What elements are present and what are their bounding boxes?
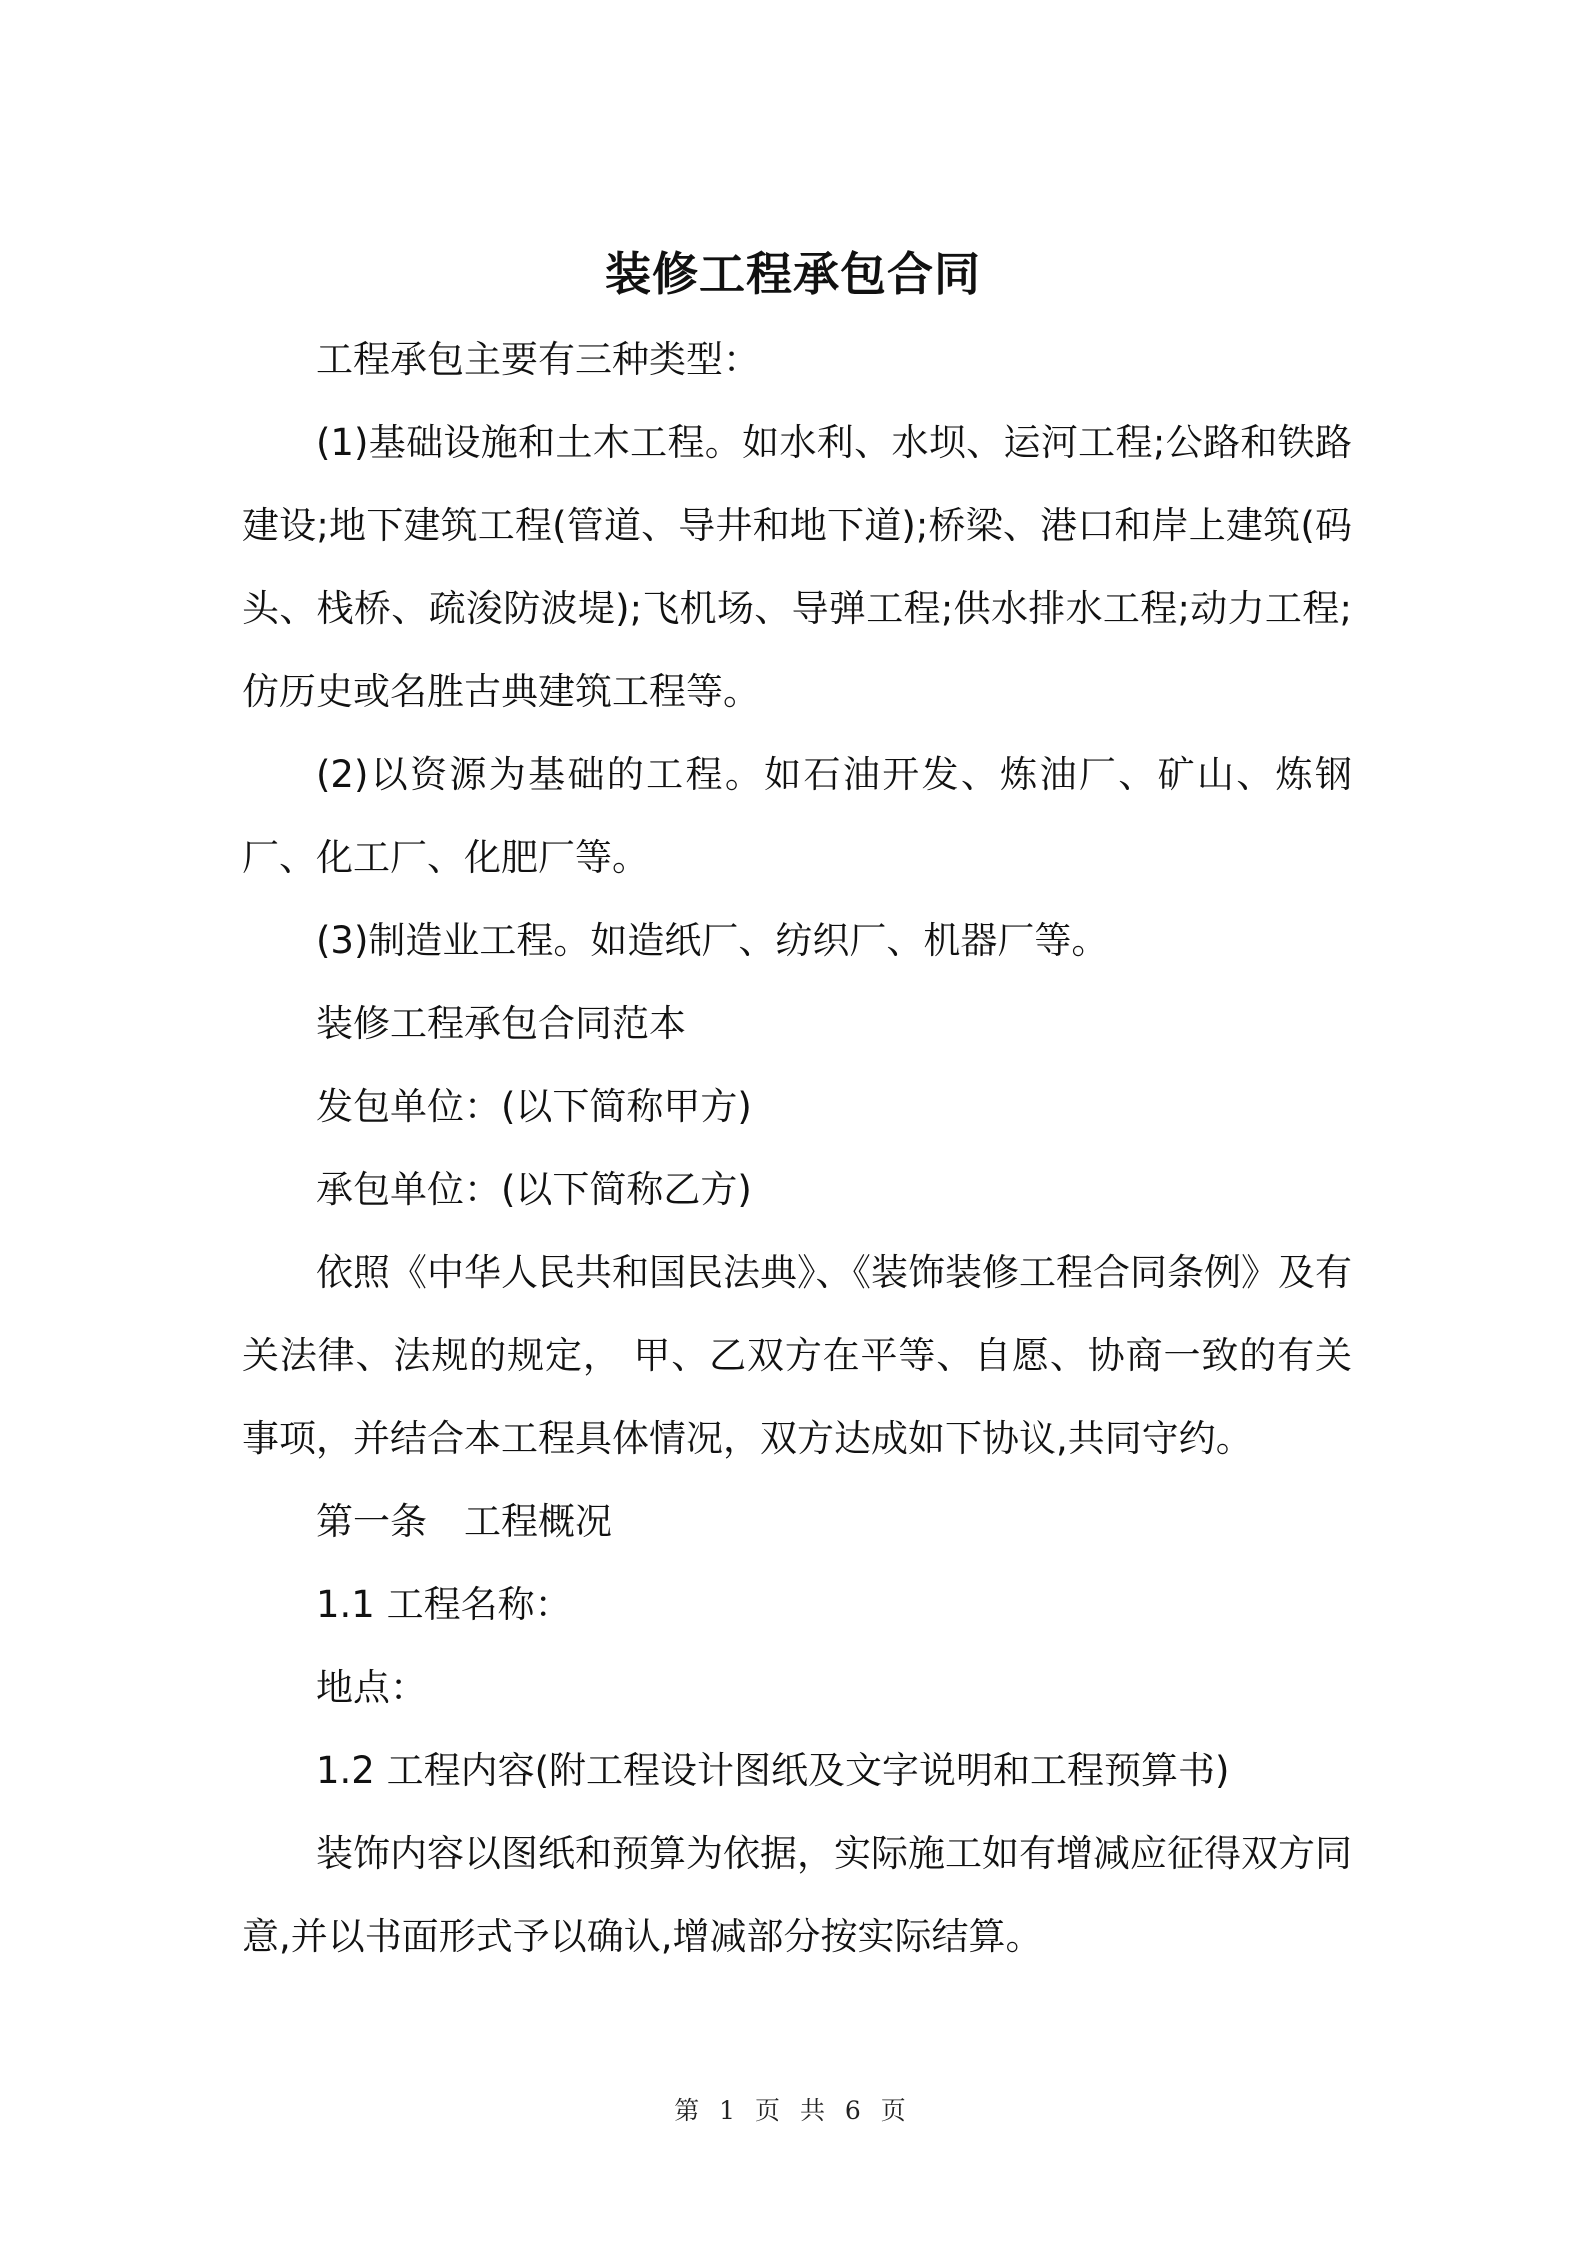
paragraph-article-1: 第一条 工程概况 [316,1500,612,1543]
document-body [242,318,1352,1978]
paragraph-location: 地点： [316,1666,427,1709]
paragraph-type-2: (2)以资源为基础的工程。如石油开发、炼油厂、矿山、炼钢厂、化工厂、化肥厂等。 [242,753,1352,879]
document-title: 装修工程承包合同 [605,246,981,301]
paragraph-decoration-content: 装饰内容以图纸和预算为依据，实际施工如有增减应征得双方同意,并以书面形式予以确认,增减部分按实际结算。 [242,1832,1352,1958]
paragraph-legal-basis: 依照《中华人民共和国民法典》、《装饰装修工程合同条例》及有关法律、法规的规定， 甲、乙双方在平等、自愿、协商一致的有关事项，并结合本工程具体情况，双方达成如下协议,共同守约。 [242,1251,1352,1460]
paragraph-project-content: 1.2 工程内容(附工程设计图纸及文字说明和工程预算书) [316,1749,1230,1792]
paragraph-type-1: (1)基础设施和土木工程。如水利、水坝、运河工程;公路和铁路建设;地下建筑工程(管道、导井和地下道);桥梁、港口和岸上建筑(码头、栈桥、疏浚防波堤);飞机场、导弹工程;供水排水工程;动力工程;仿历史或名胜古典建筑工程等。 [242,421,1352,713]
paragraph-project-name: 1.1 工程名称： [316,1583,572,1626]
paragraph-template-heading: 装修工程承包合同范本 [316,1002,686,1045]
page-number-footer: 第 1 页 共 6 页 [674,2096,912,2125]
paragraph-party-b: 承包单位：(以下简称乙方) [316,1168,752,1211]
paragraph-type-3: (3)制造业工程。如造纸厂、纺织厂、机器厂等。 [316,919,1109,962]
paragraph-party-a: 发包单位：(以下简称甲方) [316,1085,752,1128]
paragraph-types-intro: 工程承包主要有三种类型： [316,338,760,381]
